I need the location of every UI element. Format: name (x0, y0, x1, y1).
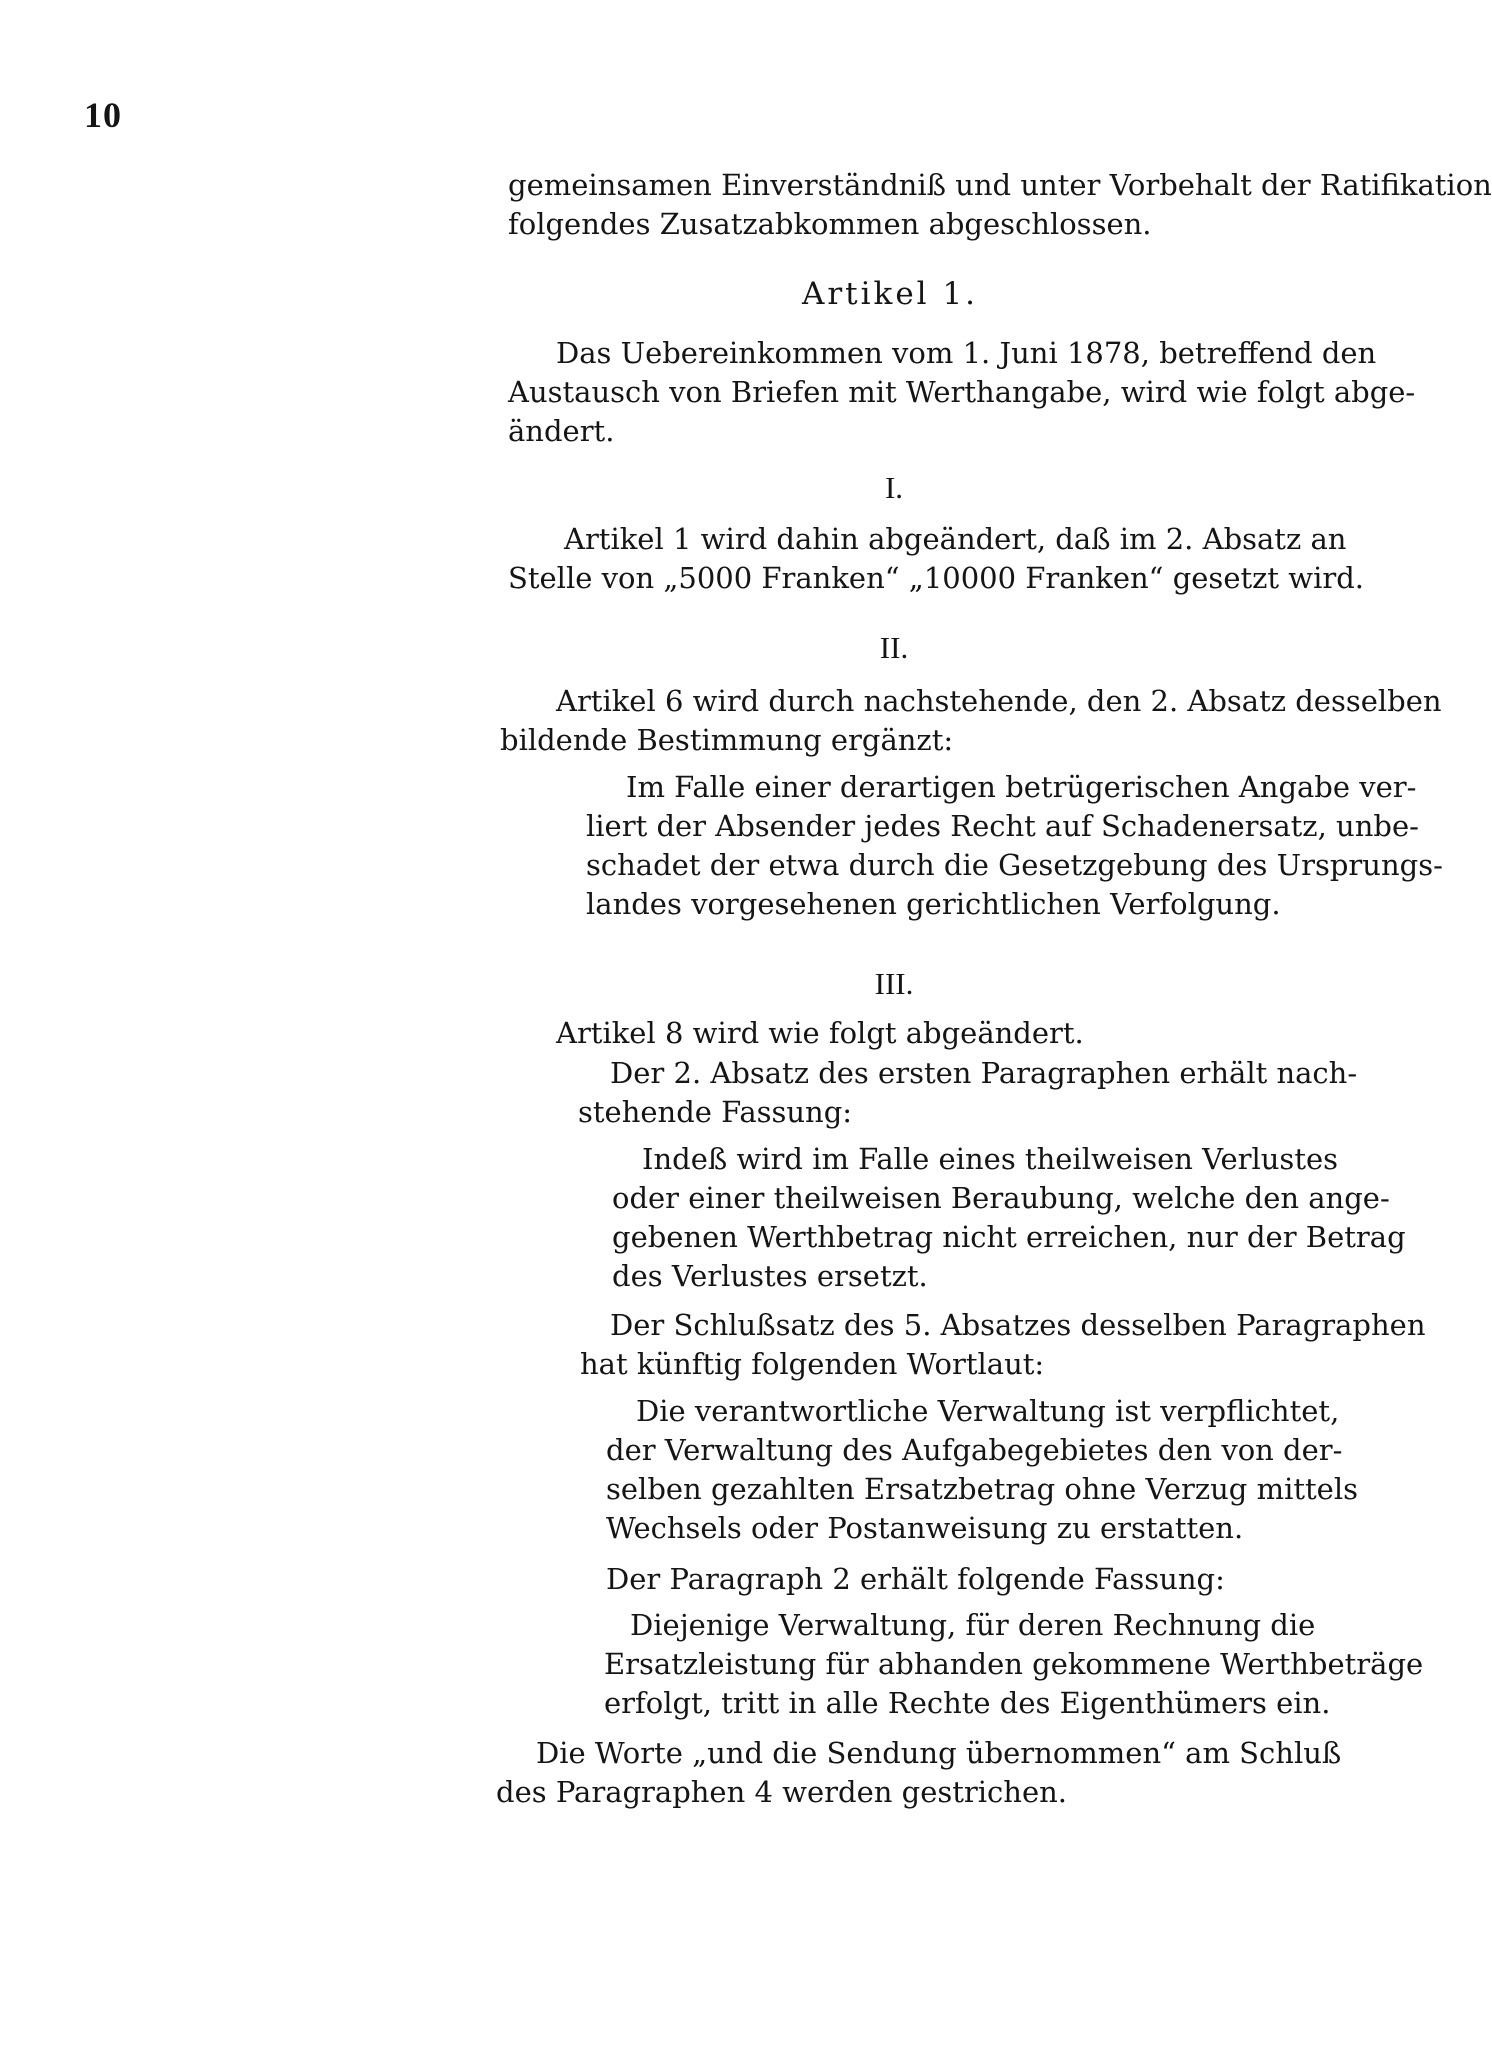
page-number: 10 (84, 95, 122, 135)
text-line: Die verantwortliche Verwaltung ist verpflichtet, (636, 1394, 1340, 1428)
text-line: Wechsels oder Postanweisung zu erstatten. (606, 1511, 1244, 1545)
article-heading: Artikel 1. (801, 276, 979, 312)
text-line: Im Falle einer derartigen betrügerischen Angabe ver- (626, 770, 1417, 804)
section-3-quote-1 (612, 1140, 1406, 1296)
text-line: folgendes Zusatzabkommen abgeschlossen. (508, 207, 1152, 241)
section-3-paragraph-1 (578, 1054, 1357, 1132)
text-line: Ersatzleistung für abhanden gekommene Werthbeträge (604, 1647, 1424, 1681)
section-3-paragraph-2 (580, 1306, 1426, 1384)
text-line: hat künftig folgenden Wortlaut: (580, 1347, 1045, 1381)
text-line: gebenen Werthbetrag nicht erreichen, nur der Betrag (612, 1220, 1406, 1254)
intro-paragraph (508, 166, 1492, 244)
section-3-intro (556, 1014, 1084, 1053)
text-line: liert der Absender jedes Recht auf Schadenersatz, unbe- (586, 809, 1419, 843)
text-line: Artikel 6 wird durch nachstehende, den 2. Absatz desselben (556, 684, 1442, 718)
section-numeral-1: I. (884, 470, 904, 505)
text-line: stehende Fassung: (578, 1095, 853, 1129)
text-line: Indeß wird im Falle eines theilweisen Verlustes (642, 1142, 1339, 1176)
text-line: Die Worte „und die Sendung übernommen“ am Schluß (536, 1736, 1342, 1770)
article-paragraph (508, 334, 1415, 451)
text-line: Das Uebereinkommen vom 1. Juni 1878, betreffend den (556, 336, 1377, 370)
text-line: ändert. (508, 414, 615, 448)
text-line: Austausch von Briefen mit Werthangabe, wird wie folgt abge- (508, 375, 1416, 409)
section-3-quote-2 (606, 1392, 1358, 1548)
section-1-paragraph (508, 520, 1364, 598)
section-numeral-3: III. (874, 966, 914, 1001)
text-line: Der 2. Absatz des ersten Paragraphen erhält nach- (610, 1056, 1358, 1090)
text-line: Der Paragraph 2 erhält folgende Fassung: (606, 1562, 1225, 1596)
text-line: Artikel 1 wird dahin abgeändert, daß im 2. Absatz an (564, 522, 1347, 556)
section-3-closing (496, 1734, 1341, 1812)
section-3-paragraph-3 (606, 1560, 1225, 1599)
text-line: schadet der etwa durch die Gesetzgebung des Ursprungs- (586, 848, 1443, 882)
section-2-paragraph (500, 682, 1442, 760)
text-line: Diejenige Verwaltung, für deren Rechnung die (630, 1608, 1316, 1642)
text-line: Stelle von „5000 Franken“ „10000 Franken“ gesetzt wird. (508, 561, 1365, 595)
text-line: oder einer theilweisen Beraubung, welche den ange- (612, 1181, 1390, 1215)
text-line: Der Schlußsatz des 5. Absatzes desselben Paragraphen (610, 1308, 1426, 1342)
text-line: bildende Bestimmung ergänzt: (500, 723, 954, 757)
text-line: gemeinsamen Einverständniß und unter Vorbehalt der Ratifikation (508, 168, 1492, 202)
text-line: des Verlustes ersetzt. (612, 1259, 928, 1293)
text-line: selben gezahlten Ersatzbetrag ohne Verzug mittels (606, 1472, 1358, 1506)
section-2-quote (586, 768, 1443, 924)
text-line: landes vorgesehenen gerichtlichen Verfolgung. (586, 887, 1281, 921)
text-line: Artikel 8 wird wie folgt abgeändert. (556, 1016, 1084, 1050)
section-numeral-2: II. (879, 630, 909, 665)
text-line: der Verwaltung des Aufgabegebietes den von der- (606, 1433, 1343, 1467)
text-line: des Paragraphen 4 werden gestrichen. (496, 1775, 1068, 1809)
text-line: erfolgt, tritt in alle Rechte des Eigenthümers ein. (604, 1686, 1331, 1720)
section-3-quote-3 (604, 1606, 1423, 1723)
